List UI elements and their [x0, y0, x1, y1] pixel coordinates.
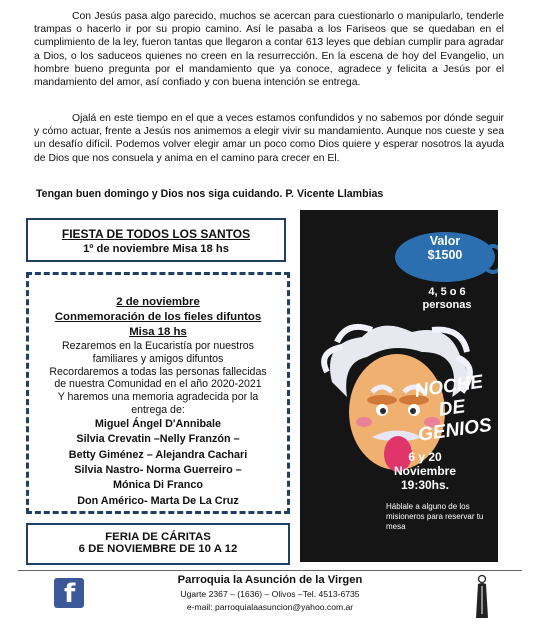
- caritas-detail: 6 DE NOVIEMBRE DE 10 A 12: [78, 543, 238, 555]
- poster-title-line-2: DE GENIOS: [416, 396, 494, 446]
- poster-time: 19:30hs.: [400, 478, 450, 492]
- difuntos-text-2: familiares y amigos difuntos: [92, 352, 224, 365]
- parish-name: Parroquia la Asunción de la Virgen: [177, 574, 363, 586]
- poster-price: [400, 234, 490, 262]
- difunto-name: Betty Giménez – Alejandra Cachari: [68, 448, 248, 461]
- poster-title-line-1: NOCHE: [413, 371, 485, 402]
- poster-price-value: $1500: [427, 248, 463, 262]
- footer-divider: [18, 570, 522, 571]
- poster-dates: [370, 450, 480, 492]
- signature-line: Tengan buen domingo y Dios nos siga cuidando. P. Vicente Llambias: [36, 188, 384, 200]
- facebook-glyph: f: [64, 579, 76, 609]
- santos-detail: 1º de noviembre Misa 18 hs: [83, 243, 229, 255]
- difuntos-text-4: de nuestra Comunidad en el año 2020-2021: [54, 378, 262, 391]
- difuntos-text-3: Recordaremos a todas las personas fallecidas: [49, 365, 267, 378]
- poster-days: 6 y 20: [408, 450, 442, 464]
- poster-reservation-note: Háblale a alguno de los misioneros para reservar tu mesa: [386, 502, 484, 531]
- difuntos-date: 2 de noviembre: [116, 296, 200, 308]
- poster-title: [404, 370, 498, 448]
- virgin-figure-icon: [473, 574, 491, 620]
- difuntos-text-6: entrega de:: [131, 403, 185, 416]
- noche-de-genios-poster: [300, 210, 498, 562]
- santos-title: FIESTA DE TODOS LOS SANTOS: [61, 227, 251, 241]
- difuntos-text-5: Y haremos una memoria agradecida por la: [57, 391, 259, 404]
- todos-los-santos-box: [26, 218, 286, 262]
- difunto-name: Silvia Nastro- Norma Guerreiro –: [74, 464, 242, 476]
- parish-address: Ugarte 2367 – (1636) – Olivos –Tel. 4513-6735: [180, 589, 360, 599]
- feria-caritas-box: [26, 523, 290, 565]
- difuntos-box: [26, 272, 290, 514]
- difuntos-title: Conmemoración de los fieles difuntos: [54, 311, 262, 323]
- difunto-name: Don Américo- Marta De La Cruz: [77, 494, 239, 507]
- difuntos-mass: Misa 18 hs: [129, 326, 187, 338]
- poster-valor-label: Valor: [429, 234, 461, 248]
- difunto-name: Miguel Ángel D'Annibale: [94, 417, 222, 430]
- parish-email: e-mail: parroquialaasuncion@yahoo.com.ar: [186, 602, 354, 612]
- poster-personas-count: 4, 5 o 6: [428, 286, 466, 298]
- poster-month: Noviembre: [393, 464, 457, 478]
- paragraph-2: Ojalá en este tiempo en el que a veces estamos confundidos y no sabemos por dónde seguir y cómo actuar, frente a Jesús nos animemos a elegir vivir su mandamiento. Aunque nos cueste y sea un desafío difícil. Podemos volver elegir amar un poco como Dios quiere y esperar nosotros la ayuda de Dios que nos consuela y anima en el camino para crecer en El.: [34, 113, 504, 164]
- difunto-name: Mónica Di Franco: [113, 479, 203, 492]
- difunto-name: Silvia Crevatin –Nelly Franzón –: [76, 433, 240, 446]
- paragraph-1: Con Jesús pasa algo parecido, muchos se acercan para cuestionarlo o manipularlo, tenderle trampas o hacerlo ir por su propio camino. Así le pasaba a los Fariseos que se quedaban en el cumplimiento de la ley, fueron tantas que llegaron a contar 613 leyes que debían cumplir para agradar a Dios, o los saduceos quienes no creen en la resurrección. En la escena de hoy del Evangelio, un hombre bueno pregunta por el mandamiento que ya conoce, agradece y felicita a Jesús por el mandamiento del amor, así confiado y con buena intención se entrega.: [34, 11, 504, 89]
- difuntos-text-1: Rezaremos en la Eucaristía por nuestros: [62, 340, 254, 352]
- poster-personas: [402, 286, 492, 312]
- caritas-title: FERIA DE CÁRITAS: [105, 531, 211, 543]
- poster-personas-label: personas: [422, 299, 472, 311]
